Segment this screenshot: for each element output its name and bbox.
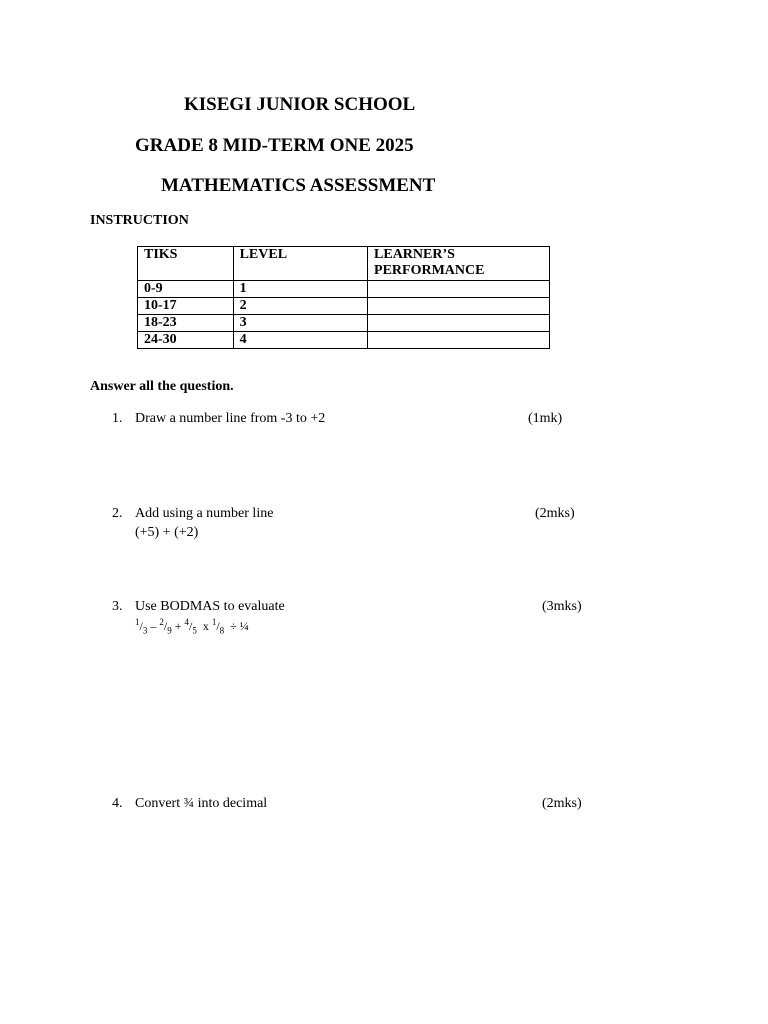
school-name: KISEGI JUNIOR SCHOOL: [184, 94, 416, 115]
table-row: [138, 281, 550, 298]
question-3-expression: $^1/_3 - ^2/_9 + ^4/_5$ x $^1/_8$ ÷ ¼: [135, 617, 249, 636]
question-2-marks: (2mks): [535, 506, 575, 521]
cell-tiks: 10-17: [138, 298, 234, 315]
exam-title: GRADE 8 MID-TERM ONE 2025: [135, 135, 414, 156]
instruction-heading: INSTRUCTION: [90, 213, 189, 228]
cell-tiks: 24-30: [138, 332, 234, 349]
question-3-marks: (3mks): [542, 599, 582, 614]
cell-tiks: 18-23: [138, 315, 234, 332]
question-1-number: 1.: [112, 411, 123, 426]
cell-performance[interactable]: [368, 332, 550, 349]
question-3-number: 3.: [112, 599, 123, 614]
header-tiks: TIKS: [138, 247, 234, 281]
question-3-text: Use BODMAS to evaluate: [135, 599, 285, 614]
cell-level: 1: [233, 281, 367, 298]
cell-performance[interactable]: [368, 298, 550, 315]
question-2-number: 2.: [112, 506, 123, 521]
table-row: [138, 332, 550, 349]
levels-table: [137, 246, 550, 349]
question-1-text: Draw a number line from -3 to +2: [135, 411, 326, 426]
cell-performance[interactable]: [368, 315, 550, 332]
cell-tiks: 0-9: [138, 281, 234, 298]
table-row: [138, 315, 550, 332]
question-1-marks: (1mk): [528, 411, 563, 426]
table-row: [138, 298, 550, 315]
question-4-marks: (2mks): [542, 796, 582, 811]
header-performance: LEARNER’S PERFORMANCE: [368, 247, 550, 281]
question-4-number: 4.: [112, 796, 123, 811]
answer-all-instruction: Answer all the question.: [90, 379, 234, 394]
subject-title: MATHEMATICS ASSESSMENT: [161, 175, 436, 196]
cell-level: 4: [233, 332, 367, 349]
question-2-text: Add using a number line: [135, 506, 274, 521]
header-level: LEVEL: [233, 247, 367, 281]
cell-performance[interactable]: [368, 281, 550, 298]
cell-level: 2: [233, 298, 367, 315]
table-header-row: [138, 247, 550, 281]
cell-level: 3: [233, 315, 367, 332]
question-2-expression: (+5) + (+2): [135, 525, 199, 540]
question-4-text: Convert ¾ into decimal: [135, 796, 268, 811]
